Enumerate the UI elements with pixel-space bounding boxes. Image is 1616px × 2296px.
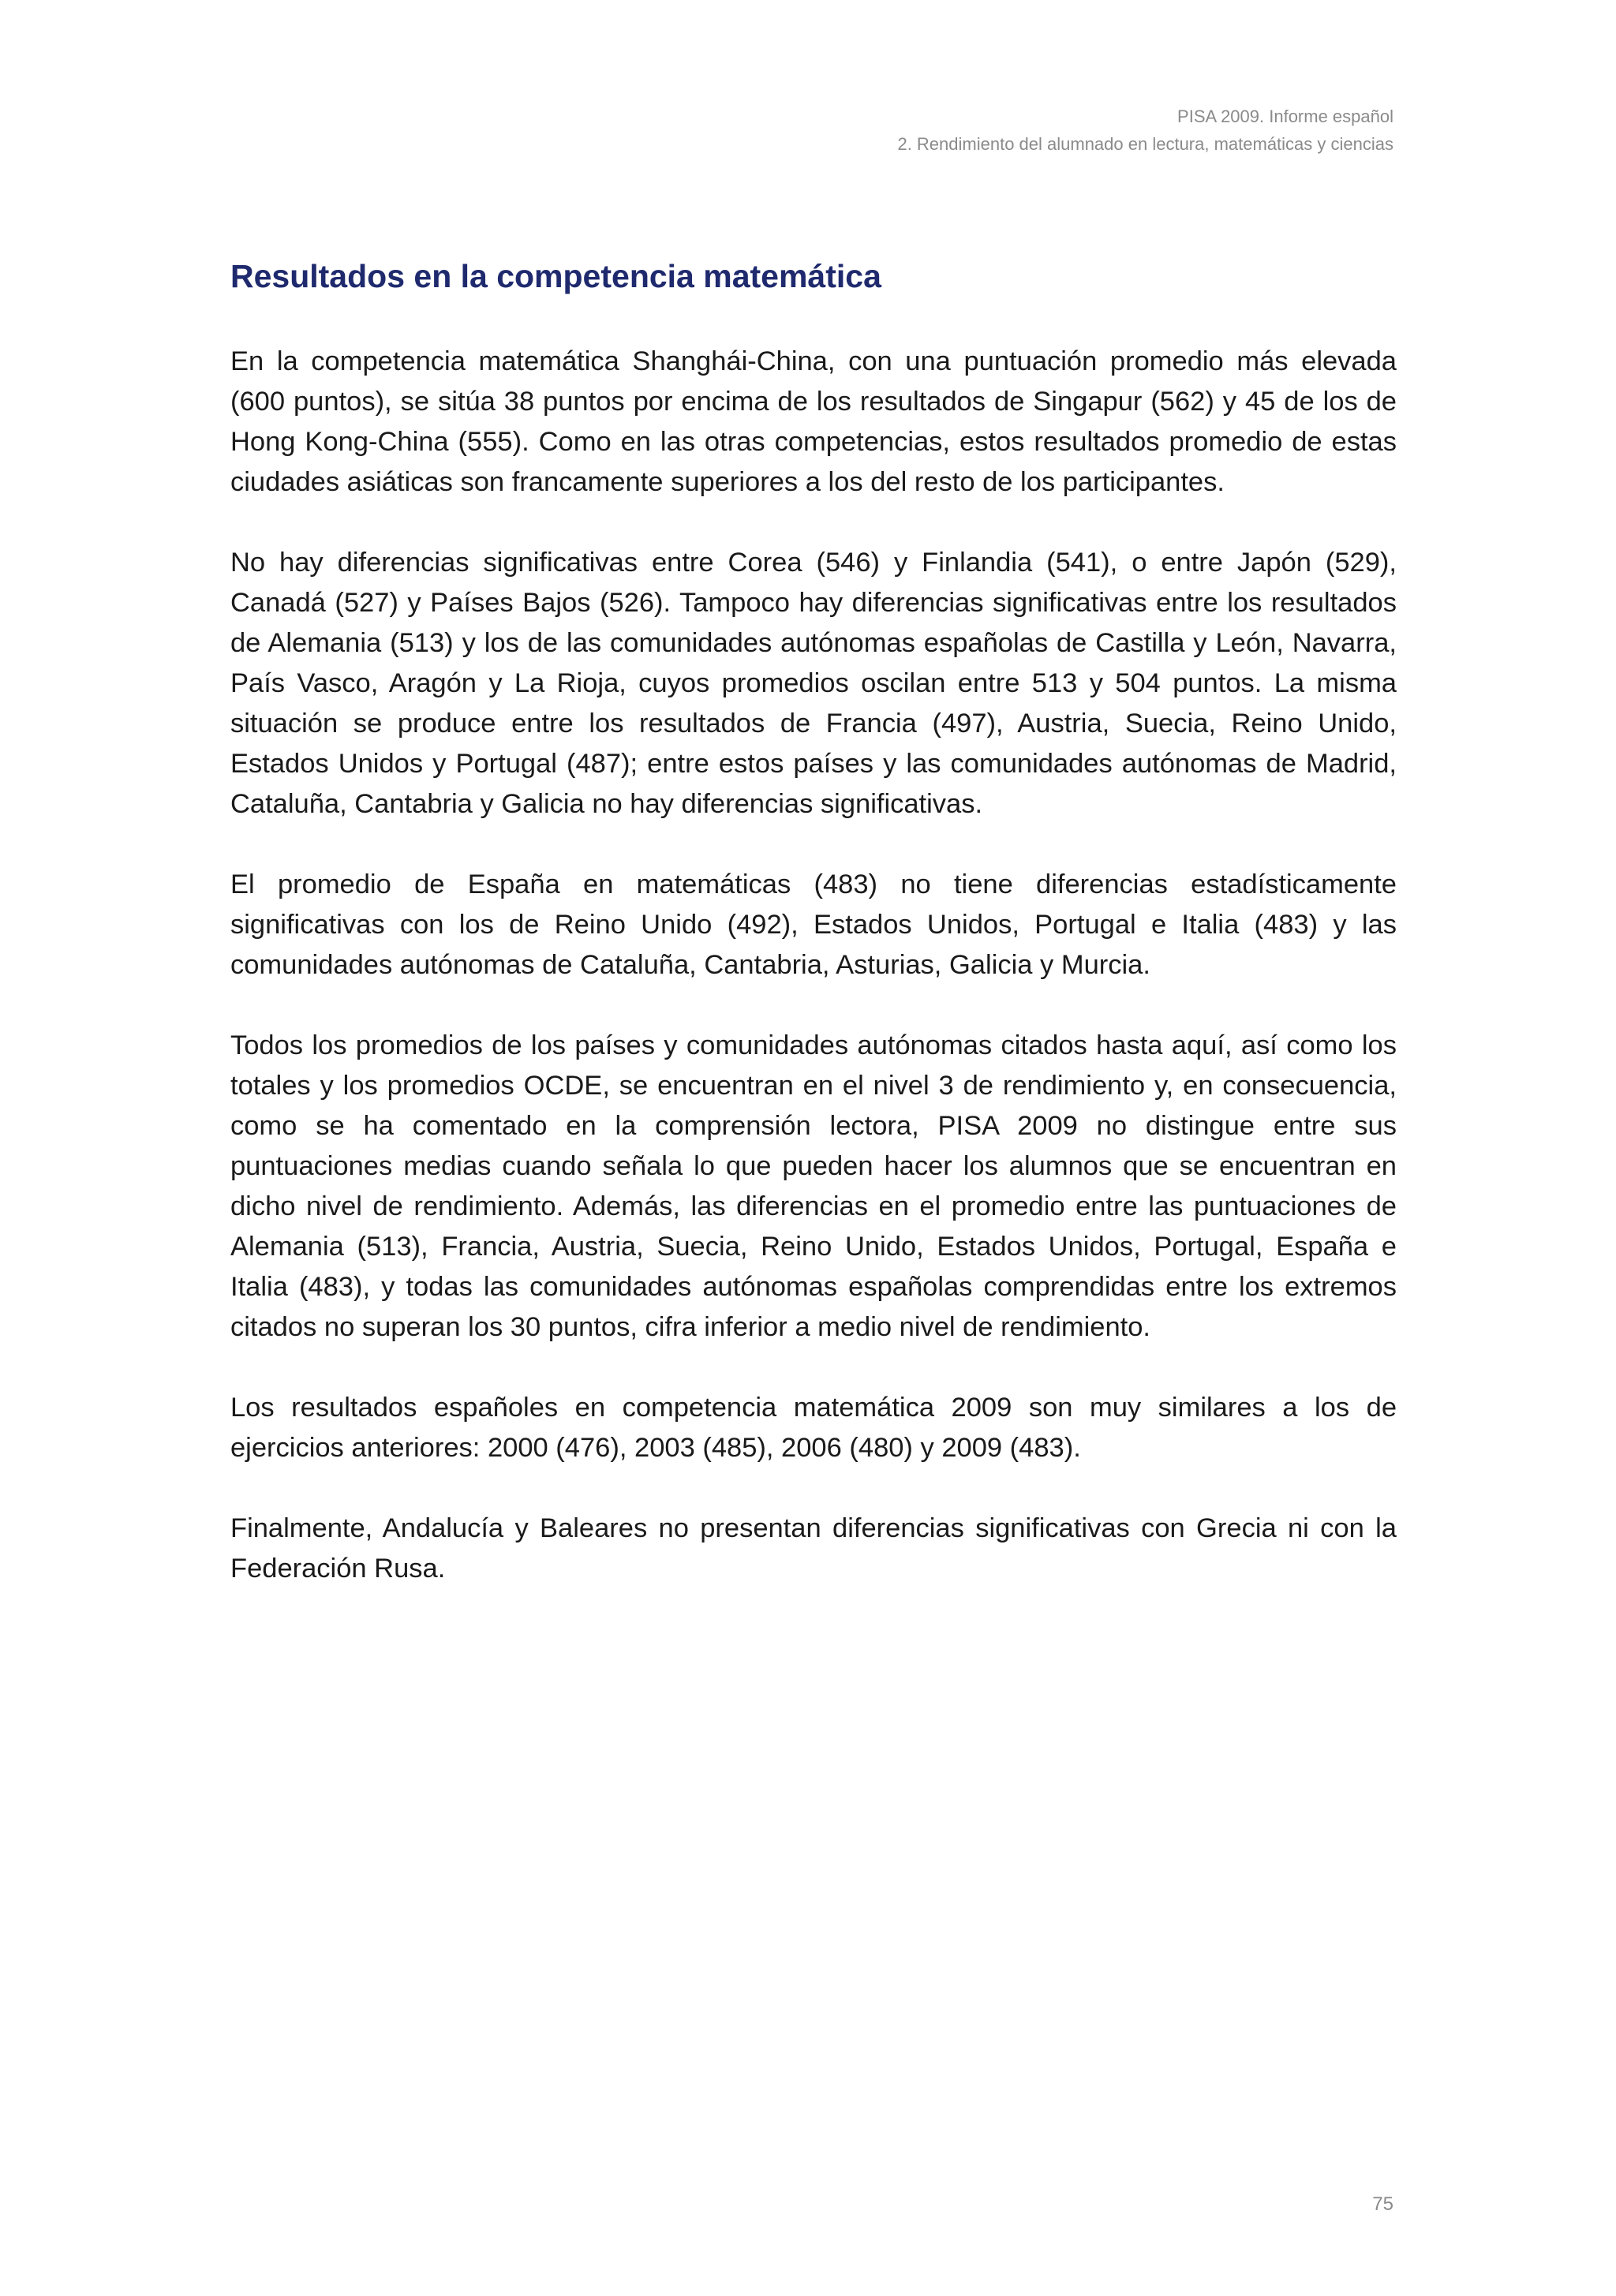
paragraph-3: El promedio de España en matemáticas (483) no tiene diferencias estadísticamente significativas con los de Reino Unido (492), Estados Unidos, Portugal e Italia (483) y las comunidades autónomas de Cataluña, Cantabria, Asturias, Galicia y Murcia.	[230, 869, 1397, 980]
header-chapter-title: 2. Rendimiento del alumnado en lectura, matemáticas y ciencias	[897, 134, 1393, 154]
page-number: 75	[1372, 2193, 1393, 2215]
paragraph-6: Finalmente, Andalucía y Baleares no presentan diferencias significativas con Grecia ni con la Federación Rusa.	[230, 1513, 1397, 1584]
header-report-title: PISA 2009. Informe español	[1177, 107, 1393, 126]
paragraph-1: En la competencia matemática Shanghái-China, con una puntuación promedio más elevada (600 puntos), se sitúa 38 puntos por encima de los resultados de Singapur (562) y 45 de los de Hong Kong-China (555). Como en las otras competencias, estos resultados promedio de estas ciudades asiáticas son francamente superiores a los del resto de los participantes.	[230, 346, 1397, 497]
paragraph-4: Todos los promedios de los países y comunidades autónomas citados hasta aquí, así como los totales y los promedios OCDE, se encuentran en el nivel 3 de rendimiento y, en consecuencia, como se ha comentado en la comprensión lectora, PISA 2009 no distingue entre sus puntuaciones medias cuando señala lo que pueden hacer los alumnos que se encuentran en dicho nivel de rendimiento. Además, las diferencias en el promedio entre las puntuaciones de Alemania (513), Francia, Austria, Suecia, Reino Unido, Estados Unidos, Portugal, España e Italia (483), y todas las comunidades autónomas españolas comprendidas entre los extremos citados no superan los 30 puntos, cifra inferior a medio nivel de rendimiento.	[230, 1030, 1397, 1342]
paragraph-2: No hay diferencias significativas entre Corea (546) y Finlandia (541), o entre Japón (529), Canadá (527) y Países Bajos (526). Tampoco hay diferencias significativas entre los resultados de Alemania (513) y los de las comunidades autónomas españolas de Castilla y León, Navarra, País Vasco, Aragón y La Rioja, cuyos promedios oscilan entre 513 y 504 puntos. La misma situación se produce entre los resultados de Francia (497), Austria, Suecia, Reino Unido, Estados Unidos y Portugal (487); entre estos países y las comunidades autónomas de Madrid, Cataluña, Cantabria y Galicia no hay diferencias significativas.	[230, 548, 1397, 819]
main-content	[230, 254, 1397, 1629]
section-title: Resultados en la competencia matemática	[230, 258, 881, 294]
running-header	[897, 103, 1393, 158]
paragraph-5: Los resultados españoles en competencia matemática 2009 son muy similares a los de ejercicios anteriores: 2000 (476), 2003 (485), 2006 (480) y 2009 (483).	[230, 1393, 1397, 1463]
